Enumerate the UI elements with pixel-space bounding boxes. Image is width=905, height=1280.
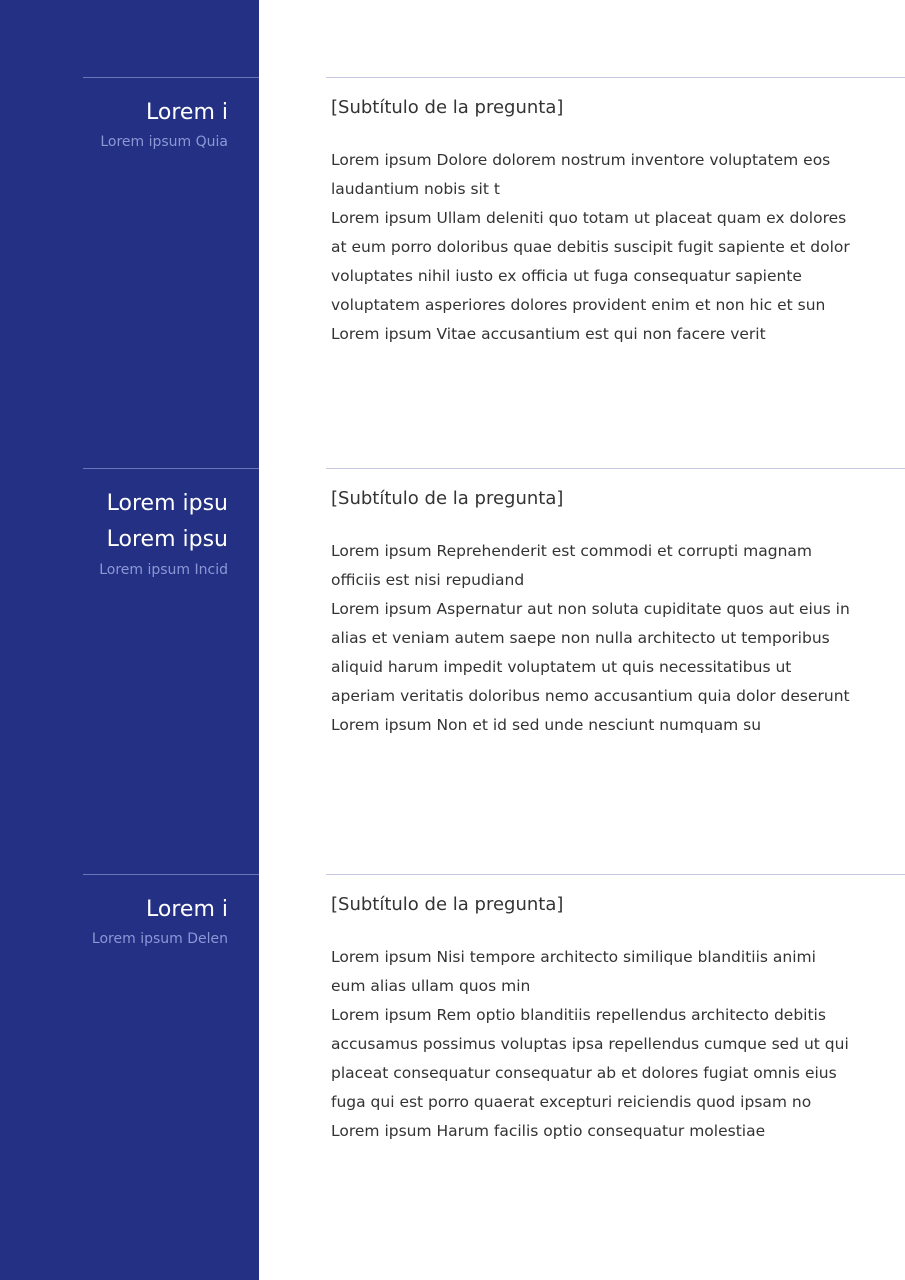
body-paragraph: Lorem ipsum Ullam deleniti quo totam ut placeat quam ex dolores at eum porro doloribus quae debitis suscipit fugit sapiente et dolor voluptates nihil iusto ex officia ut fuga consequatur sapiente voluptatem asperiores dolores provident enim et non hic et sun: [331, 209, 850, 314]
section-subtitle: Lorem ipsum Quia: [100, 134, 228, 150]
question-subtitle: [Subtítulo de la pregunta]: [331, 488, 564, 509]
question-subtitle: [Subtítulo de la pregunta]: [331, 894, 564, 915]
question-body: [331, 146, 851, 349]
sidebar-divider: [83, 874, 259, 875]
section-title-line: Lorem ipsu: [106, 491, 228, 516]
body-paragraph: Lorem ipsum Nisi tempore architecto similique blanditiis animi eum alias ullam quos min: [331, 948, 816, 995]
section-subtitle: Lorem ipsum Delen: [91, 931, 228, 947]
question-subtitle: [Subtítulo de la pregunta]: [331, 97, 564, 118]
sidebar-divider: [83, 468, 259, 469]
sidebar-panel: [0, 0, 259, 1280]
section-divider: [326, 77, 905, 78]
question-body: [331, 537, 851, 740]
body-paragraph: Lorem ipsum Reprehenderit est commodi et corrupti magnam officiis est nisi repudiand: [331, 542, 812, 589]
sidebar-divider: [83, 77, 259, 78]
section-divider: [326, 874, 905, 875]
section-title-line: Lorem i: [146, 897, 228, 922]
body-paragraph: Lorem ipsum Rem optio blanditiis repellendus architecto debitis accusamus possimus voluptas ipsa repellendus cumque sed ut qui placeat consequatur consequatur ab et dolores fugiat omnis eius fuga qui est porro quaerat excepturi reiciendis quod ipsam no: [331, 1006, 849, 1111]
question-body: [331, 943, 851, 1146]
section-title-line: Lorem i: [146, 100, 228, 125]
body-paragraph: Lorem ipsum Aspernatur aut non soluta cupiditate quos aut eius in alias et veniam autem saepe non nulla architecto ut temporibus aliquid harum impedit voluptatem ut quis necessitatibus ut aperiam veritatis doloribus nemo accusantium quia dolor deserunt: [331, 600, 850, 705]
body-paragraph: Lorem ipsum Harum facilis optio consequatur molestiae: [331, 1122, 766, 1140]
section-title-line: Lorem ipsu: [106, 527, 228, 552]
body-paragraph: Lorem ipsum Non et id sed unde nesciunt numquam su: [331, 716, 762, 734]
section-title: [28, 486, 228, 558]
section-title: [28, 892, 228, 928]
section-divider: [326, 468, 905, 469]
section-subtitle: Lorem ipsum Incid: [99, 562, 228, 578]
body-paragraph: Lorem ipsum Dolore dolorem nostrum inventore voluptatem eos laudantium nobis sit t: [331, 151, 831, 198]
section-title: [28, 95, 228, 131]
body-paragraph: Lorem ipsum Vitae accusantium est qui non facere verit: [331, 325, 766, 343]
